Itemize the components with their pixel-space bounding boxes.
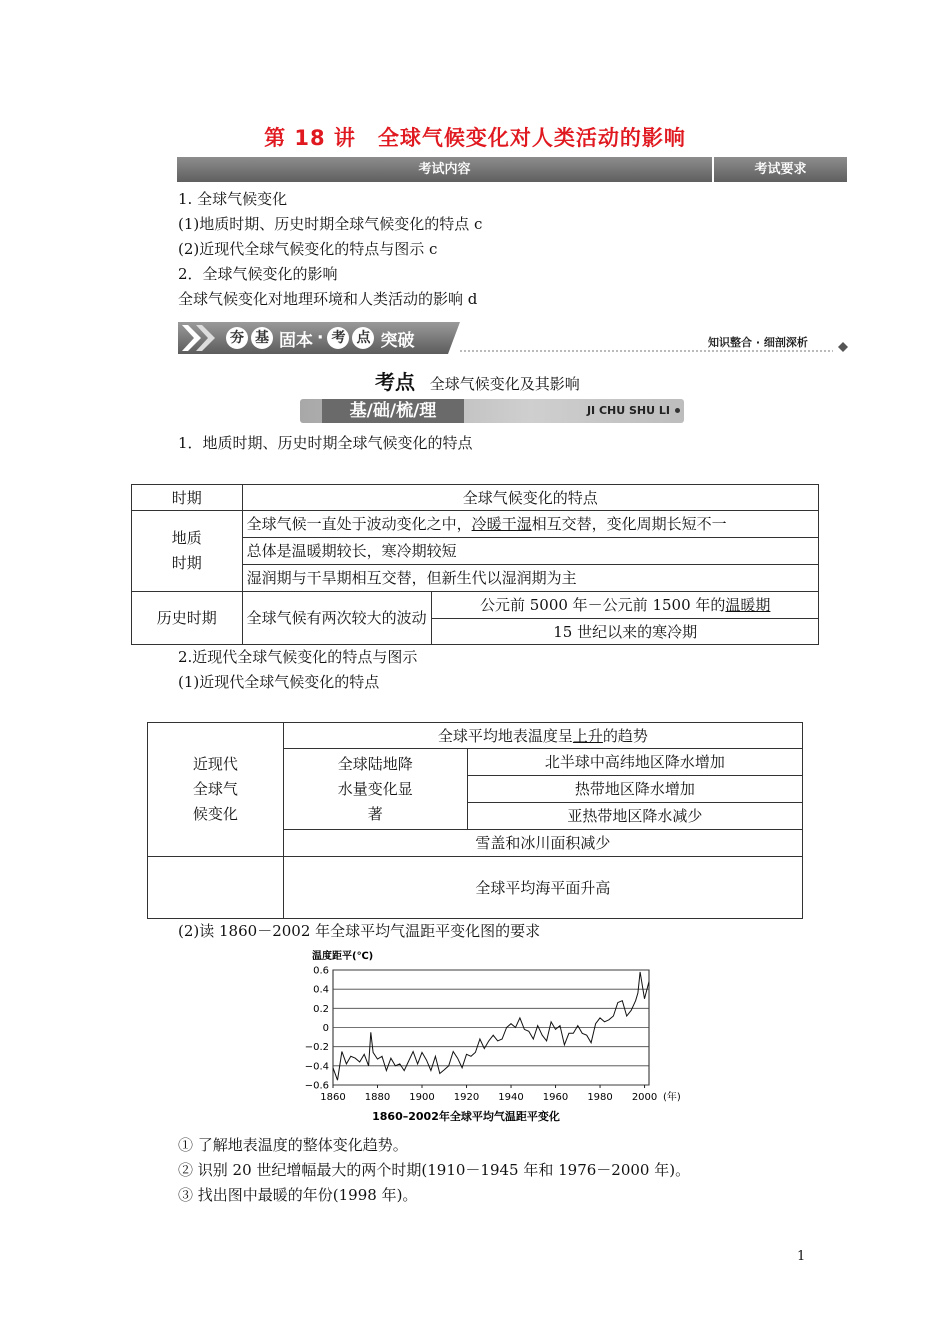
table-cell [242,511,818,538]
jichu-label: 基/础/梳/理 [322,399,464,423]
banner-char: 突 [380,330,398,351]
dot-icon [675,408,680,413]
chart-title: 1860–2002年全球平均气温距平变化 [372,1110,560,1123]
banner-char: 固 [279,330,296,351]
x-tick-label: 1860 [320,1092,346,1103]
modern-label: 近现代全球气候变化 [192,755,238,823]
banner-dot: · [317,328,324,348]
table-cell: 雪盖和冰川面积减少 [283,830,802,857]
y-tick-label: −0.6 [304,1080,329,1092]
banner-right-text: 知识整合 · 细剖深析 [708,336,808,349]
cell-text: 相互交替，变化周期长短不一 [531,515,727,533]
banner-char: 破 [397,330,415,351]
table-cell: 湿润期与干旱期相互交替，但新生代以湿润期为主 [242,565,818,592]
x-tick-label: 1940 [498,1092,524,1103]
cell-text-underlined: 冷暖干湿 [471,515,532,533]
banner-char: 本 [296,330,313,351]
requirement-item: ② 识别 20 世纪增幅最大的两个时期(1910－1945 年和 1976－2000 年)。 [178,1161,691,1179]
table-cell: 热带地区降水增加 [467,776,802,803]
table-cell: 全球平均海平面升高 [283,857,802,919]
table-header: 全球气候变化的特点 [242,485,818,511]
page-number: 1 [797,1249,806,1264]
section-heading: 2.近现代全球气候变化的特点与图示 [178,648,418,666]
exam-line: 2．全球气候变化的影响 [178,265,338,283]
cell-text: 全球气候一直处于波动变化之中， [246,515,472,533]
exam-line: 1. 全球气候变化 [178,190,288,208]
exam-content-header: 考试内容 [177,157,712,182]
banner-char-circle: 夯 [226,327,248,349]
y-axis-label: 温度距平(℃) [312,951,374,962]
subsection-heading: (2)读 1860－2002 年全球平均气温距平变化图的要求 [178,922,541,940]
requirement-item: ① 了解地表温度的整体变化趋势。 [178,1136,408,1154]
table-cell: 15 世纪以来的寒冷期 [432,619,819,645]
y-tick-label: 0 [322,1023,329,1034]
cell-text-underlined: 上升 [572,726,603,745]
y-tick-label: 0.2 [313,1003,329,1015]
temperature-anomaly-chart [300,944,690,1128]
series-line [333,972,649,1080]
table-cell: 总体是温暖期较长，寒冷期较短 [242,538,818,565]
geo-period-label [132,511,243,592]
table-header: 时期 [132,485,243,511]
x-axis-label: (年) [663,1092,681,1103]
table-cell: 亚热带地区降水减少 [467,803,802,830]
cell-text: 全球平均地表温度呈 [437,726,573,745]
table-cell: 北半球中高纬地区降水增加 [467,749,802,776]
table-cell [432,592,819,619]
banner-char-circle: 基 [251,327,273,349]
geo-period-text: 地质时期 [171,529,202,572]
banner-char-circle: 点 [352,327,374,349]
kaodian-label: 考点 [375,370,415,394]
x-tick-label: 1960 [542,1092,569,1103]
page-title: 第 18 讲 全球气候变化对人类活动的影响 [264,126,686,150]
climate-history-table [131,484,819,645]
table-cell [283,723,802,749]
cell-text: 公元前 5000 年－公元前 1500 年的 [479,596,726,614]
exam-line: (1)地质时期、历史时期全球气候变化的特点 c [178,215,483,233]
section-heading: 1．地质时期、历史时期全球气候变化的特点 [178,434,473,452]
modern-climate-table [147,722,803,919]
jichu-pinyin: JI CHU SHU LI [586,404,670,417]
x-tick-label: 1920 [453,1092,480,1103]
hist-period-label: 历史时期 [132,592,243,645]
diamond-icon [838,342,848,352]
x-tick-label: 1900 [409,1092,435,1103]
y-tick-label: 0.6 [313,965,329,977]
y-tick-label: −0.4 [304,1061,329,1073]
exam-line: 全球气候变化对地理环境和人类活动的影响 d [178,290,478,308]
precip-cell [283,749,467,830]
requirement-item: ③ 找出图中最暖的年份(1998 年)。 [178,1186,418,1204]
cell-text-underlined: 温暖期 [725,596,771,614]
kaodian-title: 全球气候变化及其影响 [429,375,580,393]
x-tick-label: 2000 [631,1092,658,1103]
section-banner [178,321,848,355]
y-tick-label: 0.4 [313,984,329,996]
exam-requirement-header: 考试要求 [714,157,847,182]
cell-text: 的趋势 [602,726,648,745]
x-tick-label: 1980 [587,1092,613,1103]
banner-char-circle: 考 [327,327,349,349]
x-tick-label: 1880 [364,1092,391,1103]
table-cell-empty [148,857,284,919]
table-cell: 全球气候有两次较大的波动 [242,592,432,645]
exam-line: (2)近现代全球气候变化的特点与图示 c [178,240,438,258]
y-tick-label: −0.2 [304,1042,329,1054]
jichu-bar [300,399,684,423]
subsection-heading: (1)近现代全球气候变化的特点 [178,673,380,691]
precip-label: 全球陆地降水量变化显著 [337,754,413,823]
modern-label-cell [148,723,284,857]
